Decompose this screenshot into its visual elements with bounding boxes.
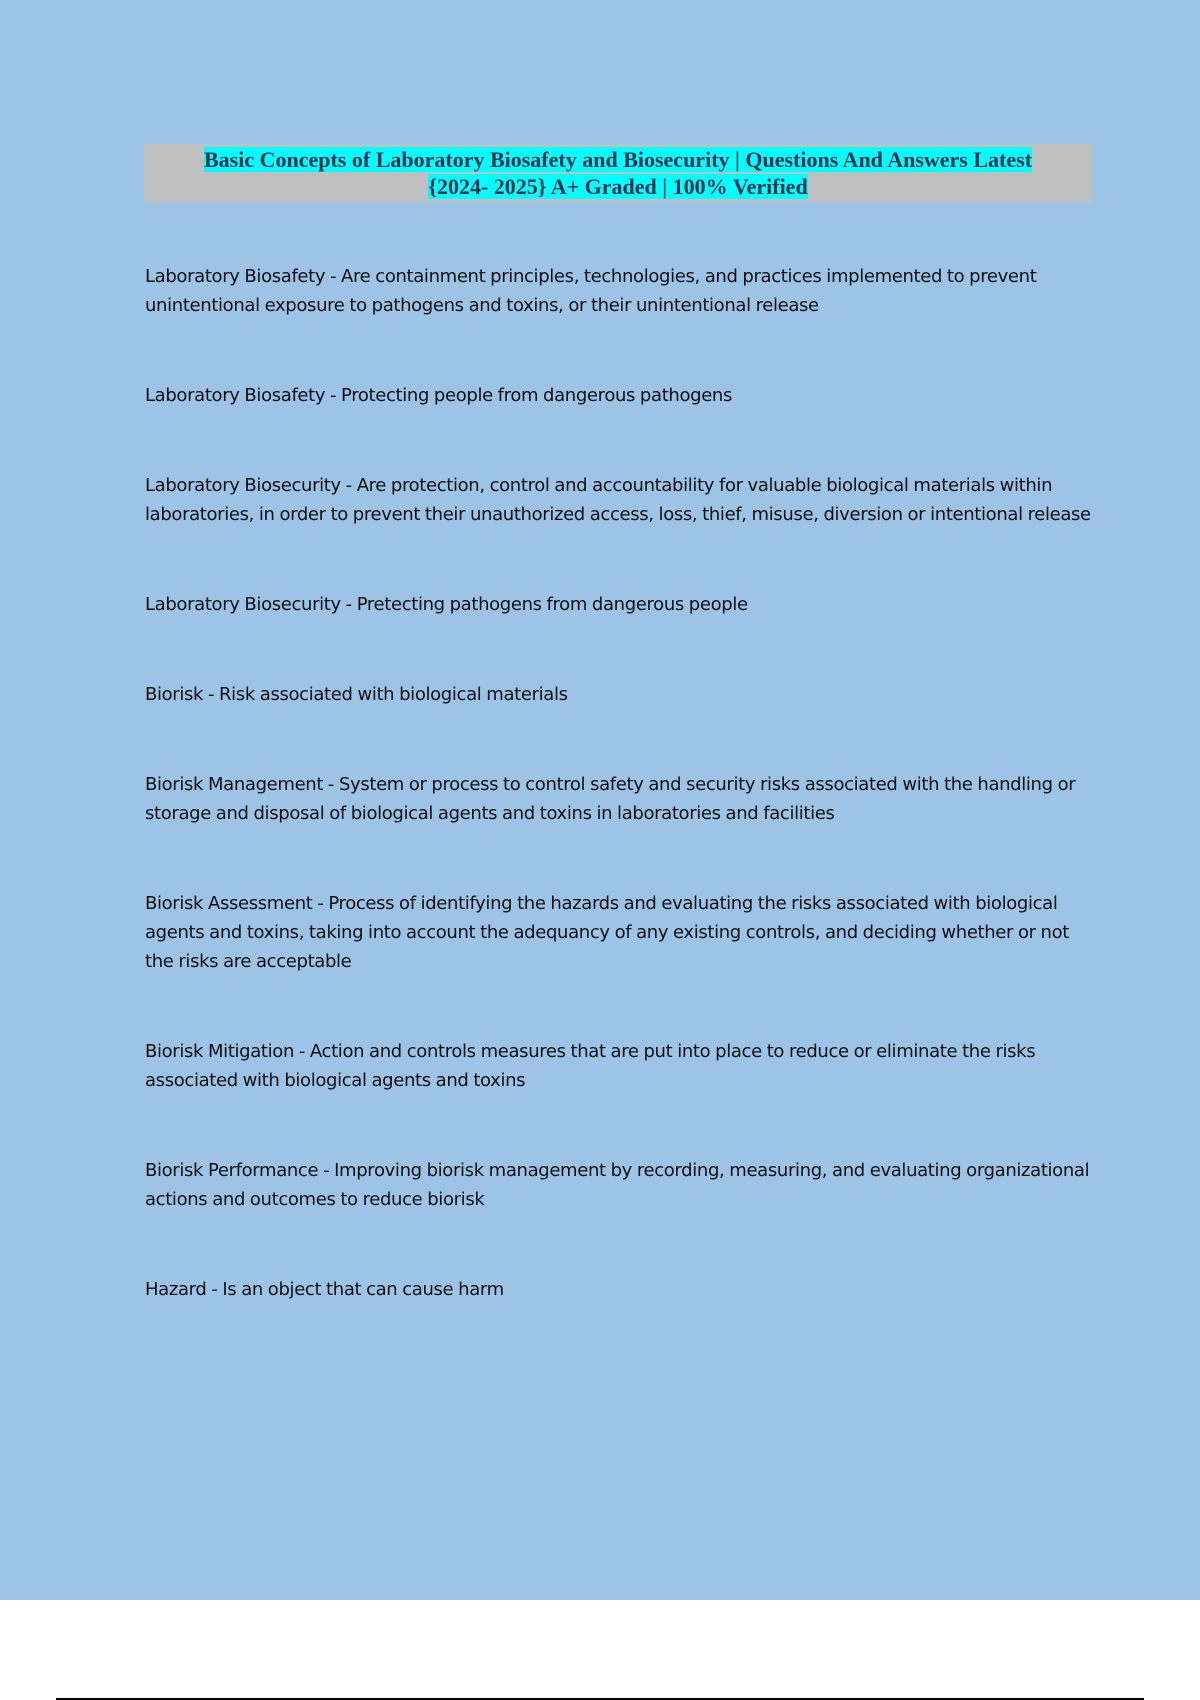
qa-list bbox=[145, 262, 1095, 1365]
qa-entry: Biorisk Assessment - Process of identifying the hazards and evaluating the risks associated with biological agents and toxins, taking into account the adequancy of any existing controls, and deciding whether or not the risks are acceptable bbox=[145, 893, 1069, 972]
qa-entry: Biorisk - Risk associated with biological materials bbox=[145, 684, 568, 705]
qa-entry: Laboratory Biosafety - Are containment principles, technologies, and practices implemented to prevent unintentional exposure to pathogens and toxins, or their unintentional release bbox=[145, 266, 1037, 316]
qa-entry: Biorisk Management - System or process to control safety and security risks associated with the handling or storage and disposal of biological agents and toxins in laboratories and facilities bbox=[145, 774, 1076, 824]
qa-entry: Biorisk Mitigation - Action and controls measures that are put into place to reduce or eliminate the risks associated with biological agents and toxins bbox=[145, 1041, 1036, 1091]
qa-entry: Laboratory Biosecurity - Pretecting pathogens from dangerous people bbox=[145, 594, 748, 615]
qa-entry: Biorisk Performance - Improving biorisk management by recording, measuring, and evaluating organizational actions and outcomes to reduce biorisk bbox=[145, 1160, 1090, 1210]
title-line-2: {2024- 2025} A+ Graded | 100% Verified bbox=[428, 174, 808, 199]
qa-entry: Hazard - Is an object that can cause harm bbox=[145, 1279, 504, 1300]
title-line-1: Basic Concepts of Laboratory Biosafety and Biosecurity | Questions And Answers Latest bbox=[203, 147, 1033, 172]
qa-entry: Laboratory Biosecurity - Are protection, control and accountability for valuable biological materials within laboratories, in order to prevent their unauthorized access, loss, thief, misuse, diversion or intentional release bbox=[145, 475, 1091, 525]
document-title bbox=[144, 146, 1092, 200]
qa-entry: Laboratory Biosafety - Protecting people from dangerous pathogens bbox=[145, 385, 733, 406]
